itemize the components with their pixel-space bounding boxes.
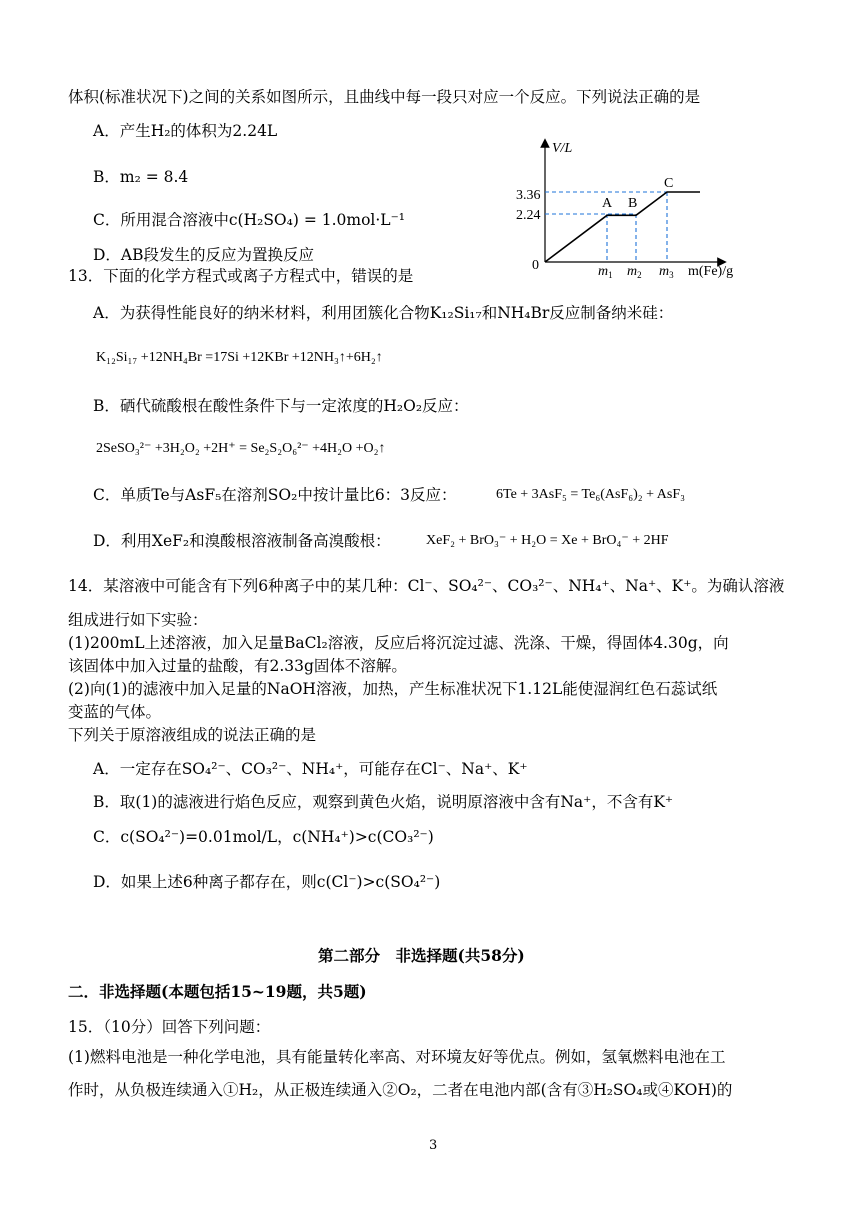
q13-option-d: D．利用XeF₂和溴酸根溶液制备高溴酸根： [93, 532, 391, 550]
q14-experiment-2-line2: 变蓝的气体。 [68, 703, 162, 721]
x-tick-m3: $m_3$ [659, 264, 674, 280]
q14-option-b: B．取(1)的滤液进行焰色反应，观察到黄色火焰，说明原溶液中含有Na⁺，不含有K⁺ [93, 793, 674, 811]
q12-stem: 体积(标准状况下)之间的关系如图所示，且曲线中每一段只对应一个反应。下列说法正确的是 [68, 88, 701, 106]
origin-label: 0 [532, 258, 539, 273]
q14-option-a: A．一定存在SO₄²⁻、CO₃²⁻、NH₄⁺，可能存在Cl⁻、Na⁺、K⁺ [93, 760, 528, 778]
y-axis-label: V/L [552, 141, 573, 156]
y-tick-2-24: 2.24 [516, 208, 541, 223]
x-tick-m1: $m_1$ [598, 264, 613, 280]
data-line [545, 192, 700, 262]
q14-experiment-2-line1: (2)向(1)的滤液中加入足量的NaOH溶液，加热，产生标准状况下1.12L能使湿润红色石蕊试纸 [68, 680, 718, 698]
volume-vs-iron-mass-chart [516, 135, 762, 280]
q15-stem: 15．（10分）回答下列问题： [68, 1018, 271, 1036]
point-label-a: A [602, 196, 613, 211]
q15-paragraph-line1: (1)燃料电池是一种化学电池，具有能量转化率高、对环境友好等优点。例如，氢氧燃料电池在工 [68, 1048, 726, 1066]
point-label-b: B [628, 196, 638, 211]
q13-equation-d: XeF₂ + BrO₃⁻ + H₂O = Xe + BrO₄⁻ + 2HF [426, 533, 669, 548]
page-number: 3 [429, 1138, 438, 1153]
point-label-c: C [664, 176, 674, 191]
q14-stem-line1: 14．某溶液中可能含有下列6种离子中的某几种：Cl⁻、SO₄²⁻、CO₃²⁻、NH₄⁺、Na⁺、K⁺。为确认溶液 [68, 577, 785, 595]
q14-experiment-1-line1: (1)200mL上述溶液，加入足量BaCl₂溶液，反应后将沉淀过滤、洗涤、干燥，得固体4.30g，向 [68, 634, 729, 652]
section-heading: 二．非选择题(本题包括15~19题，共5题) [68, 982, 367, 1001]
q12-option-a: A．产生H₂的体积为2.24L [93, 122, 278, 140]
q12-option-d: D．AB段发生的反应为置换反应 [93, 246, 315, 264]
q13-option-b: B．硒代硫酸根在酸性条件下与一定浓度的H₂O₂反应： [93, 397, 469, 415]
q14-option-d: D．如果上述6种离子都存在，则c(Cl⁻)>c(SO₄²⁻) [93, 873, 441, 891]
q14-stem-line2: 组成进行如下实验： [68, 611, 208, 629]
q12-option-c: C．所用混合溶液中c(H₂SO₄) = 1.0mol·L⁻¹ [93, 211, 405, 229]
q13-equation-b: 2SeSO₃²⁻ +3H₂O₂ +2H⁺ = Se₂S₂O₆²⁻ +4H₂O +O₂↑ [96, 441, 386, 456]
q13-option-a: A．为获得性能良好的纳米材料，利用团簇化合物K₁₂Si₁₇和NH₄Br反应制备纳米硅： [93, 304, 674, 322]
q13-equation-c: 6Te + 3AsF₅ = Te₆(AsF₆)₂ + AsF₃ [496, 487, 685, 502]
x-axis-label: m(Fe)/g [688, 264, 734, 279]
q13-option-c: C．单质Te与AsF₅在溶剂SO₂中按计量比6：3反应： [93, 486, 457, 504]
q14-option-c: C．c(SO₄²⁻)=0.01mol/L，c(NH₄⁺)>c(CO₃²⁻) [93, 828, 434, 846]
q13-equation-a: K₁₂Si₁₇ +12NH₄Br =17Si +12KBr +12NH₃↑+6H₂↑ [96, 350, 383, 365]
q15-paragraph-line2: 作时，从负极连续通入①H₂，从正极连续通入②O₂，二者在电池内部(含有③H₂SO₄或④KOH)的 [68, 1081, 733, 1099]
x-tick-m2: $m_2$ [627, 264, 642, 280]
q14-question: 下列关于原溶液组成的说法正确的是 [68, 726, 317, 744]
q13-stem: 13．下面的化学方程式或离子方程式中，错误的是 [68, 267, 414, 285]
q14-experiment-1-line2: 该固体中加入过量的盐酸，有2.33g固体不溶解。 [68, 657, 407, 675]
part2-title: 第二部分 非选择题(共58分) [318, 946, 525, 965]
q12-option-b: B．m₂ = 8.4 [93, 168, 189, 186]
y-tick-3-36: 3.36 [516, 188, 541, 203]
